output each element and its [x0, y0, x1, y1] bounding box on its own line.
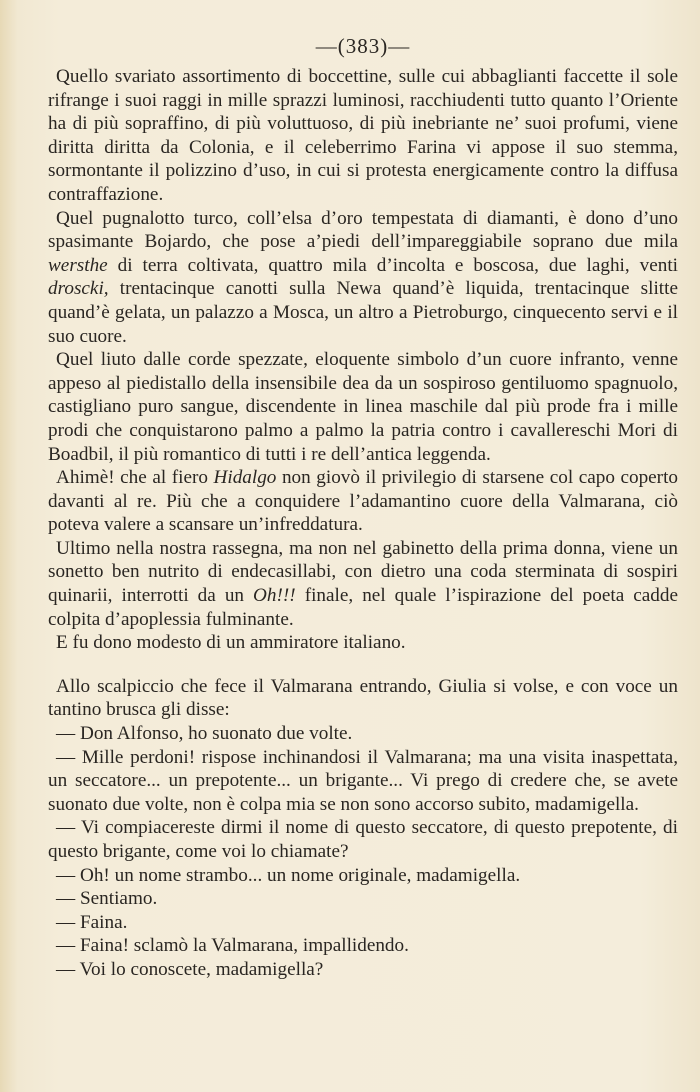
- paragraph-lute: Quel liuto dalle corde spezzate, eloquente simbolo d’un cuore infranto, venne appeso al piedistallo della insensibile dea da un sospiroso gentiluomo spagnuolo, castigliano puro sangue, discendente in linea maschile dal più prode fra i mille prodi che conquistarono palmo a palmo la patria contro i cavallereschi Mori di Boadbil, il più romantico di tutti i re dell’antica leggenda.: [48, 349, 678, 465]
- paragraph-dagger: [48, 207, 678, 349]
- paragraph-sonnet: [48, 537, 678, 631]
- dagger-text-1: Quel pugnalotto turco, coll’elsa d’oro tempestata di diamanti, è dono d’uno spasimante Bojardo, che pose a’piedi dell’impareggiabile soprano due mila: [48, 207, 678, 253]
- dialogue-line-1: Allo scalpiccio che fece il Valmarana entrando, Giulia si volse, e con voce un tantino brusca gli disse:: [48, 675, 678, 721]
- dialogue-line-9: — Voi lo conoscete, madamigella?: [56, 958, 324, 980]
- dagger-italic-droscki: droscki,: [48, 278, 109, 300]
- paragraph-perfume: Quello svariato assortimento di boccettine, sulle cui abbaglianti faccette il sole rifrange i suoi raggi in mille sprazzi luminosi, racchiudenti tutto quanto l’Oriente ha di più sopraffino, di più voluttuoso, di più inebriante ne’ suoi profumi, viene diritta diritta da Colonia, e il celeberrimo Farina vi appose il suo stemma, sormontante il polizzino d’uso, in cui si protesta energicamente contro la diffusa contraffazione.: [48, 66, 678, 205]
- dialogue-line-8: — Faina! sclamò la Valmarana, impallidendo.: [56, 935, 409, 957]
- section-gap: [48, 655, 678, 675]
- paragraph-gift: E fu dono modesto di un ammiratore italiano.: [56, 632, 406, 654]
- sonnet-text-2: finale, nel quale l’ispirazione del poeta cadde colpita d’apoplessia fulminante.: [48, 585, 678, 630]
- hidalgo-italic: Hidalgo: [213, 467, 277, 489]
- dagger-text-2: di terra coltivata, quattro mila d’incolta e boscosa, due laghi, venti: [117, 254, 678, 276]
- hidalgo-text-1: Ahimè! che al fiero: [56, 467, 208, 489]
- sonnet-italic-oh: Oh!!!: [253, 585, 296, 607]
- dialogue-line-4: — Vi compiacereste dirmi il nome di questo seccatore, di questo prepotente, di questo brigante, come voi lo chiamate?: [48, 817, 678, 862]
- sonnet-text-1: Ultimo nella nostra rassegna, ma non nel gabinetto della prima donna, viene un sonetto ben nutrito di endecasillabi, con dietro una coda sterminata di sospiri quinarii, interrotti da un: [48, 537, 678, 607]
- dialogue-line-6: — Sentiamo.: [56, 888, 158, 910]
- paragraph-hidalgo: [48, 466, 678, 537]
- dagger-text-3: trentacinque canotti sulla Newa quand’è liquida, trentacinque slitte quand’è gelata, un palazzo a Mosca, un altro a Pietroburgo, cinquecento servi e il suo cuore.: [48, 278, 678, 347]
- dialogue-line-7: — Faina.: [56, 911, 128, 933]
- dialogue-line-3: — Mille perdoni! rispose inchinandosi il Valmarana; ma una visita inaspettata, un seccatore... un prepotente... un brigante... Vi prego di credere che, se avete suonato due volte, non è colpa mia se non sono accorso subito, madamigella.: [48, 746, 678, 815]
- hidalgo-text-2: non giovò il privilegio di starsene col capo coperto davanti al re. Più che a conquidere l’adamantino cuore della Valmarana, ciò poteva valere a scansare un’infreddatura.: [48, 467, 678, 536]
- dagger-italic-wersthe: wersthe: [48, 254, 108, 276]
- dialogue-line-5: — Oh! un nome strambo... un nome originale, madamigella.: [56, 864, 521, 886]
- dialogue-line-2: — Don Alfonso, ho suonato due volte.: [56, 723, 353, 745]
- page-number: —(383)—: [315, 34, 411, 58]
